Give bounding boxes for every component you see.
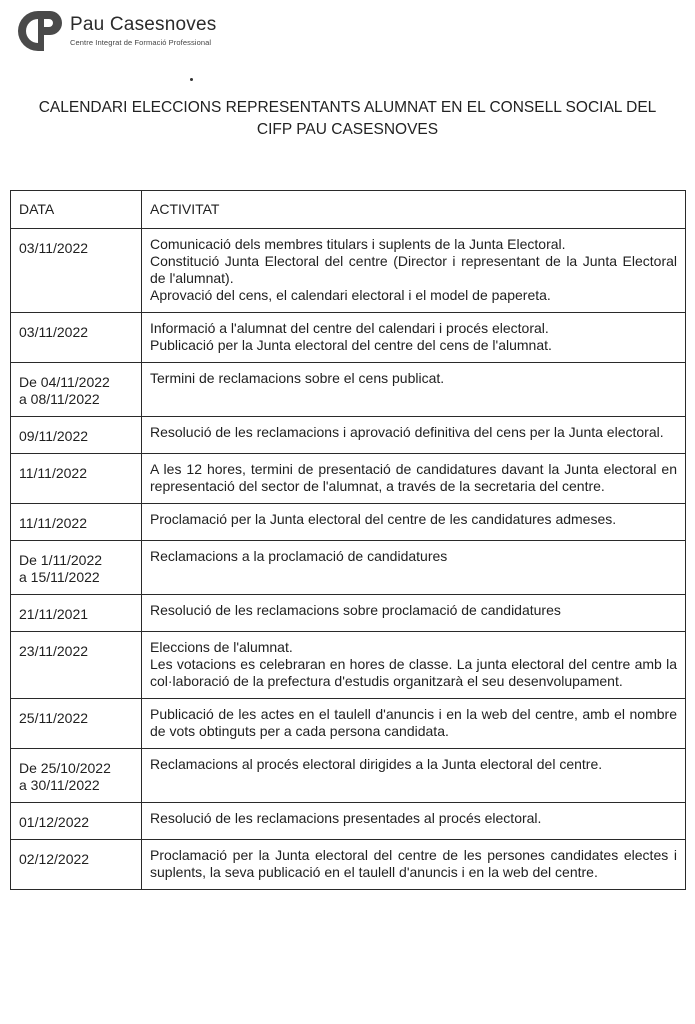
calendar-table	[10, 190, 686, 890]
activity-line: Reclamacions a la proclamació de candidatures	[150, 548, 448, 564]
date-line: 03/11/2022	[19, 240, 89, 256]
date-cell	[11, 313, 142, 363]
date-cell	[11, 803, 142, 840]
logo-mark-icon	[16, 9, 62, 53]
activity-cell	[142, 229, 686, 313]
table-row	[11, 417, 686, 454]
date-line: 01/12/2022	[19, 814, 90, 830]
date-line: 11/11/2022	[19, 465, 87, 481]
activity-line: Les votacions es celebraran en hores de classe. La junta electoral del centre amb la col·laboració de la prefectura d'estudis organitzarà el seu desenvolupament.	[150, 656, 677, 689]
date-line: a 15/11/2022	[19, 569, 100, 585]
date-line: 02/12/2022	[19, 851, 90, 867]
date-cell	[11, 541, 142, 595]
date-line: 21/11/2021	[19, 606, 89, 622]
activity-line: Publicació de les actes en el taulell d'anuncis i en la web del centre, amb el nombre de vots obtinguts per a cada persona candidata.	[150, 706, 677, 739]
date-cell	[11, 595, 142, 632]
activity-line: Informació a l'alumnat del centre del calendari i procés electoral.	[150, 320, 549, 336]
activity-cell	[142, 840, 686, 890]
date-line: De 04/11/2022	[19, 374, 110, 390]
table-row	[11, 454, 686, 504]
date-line: 09/11/2022	[19, 428, 89, 444]
activity-cell	[142, 454, 686, 504]
activity-cell	[142, 541, 686, 595]
activity-cell	[142, 417, 686, 454]
date-cell	[11, 454, 142, 504]
table-header-row	[11, 191, 686, 229]
school-logo	[16, 9, 216, 53]
activity-line: Termini de reclamacions sobre el cens publicat.	[150, 370, 445, 386]
activity-cell	[142, 504, 686, 541]
stray-dot	[190, 78, 193, 81]
date-line: a 30/11/2022	[19, 777, 100, 793]
table-row	[11, 803, 686, 840]
date-cell	[11, 363, 142, 417]
page-title	[10, 97, 685, 141]
activity-line: Proclamació per la Junta electoral del centre de les candidatures admeses.	[150, 511, 617, 527]
activity-cell	[142, 313, 686, 363]
date-line: 03/11/2022	[19, 324, 89, 340]
title-line-1: CALENDARI ELECCIONS REPRESENTANTS ALUMNAT EN EL CONSELL SOCIAL DEL	[38, 99, 657, 116]
table-row	[11, 840, 686, 890]
activity-line: Aprovació del cens, el calendari electoral i el model de papereta.	[150, 287, 551, 303]
activity-line: Comunicació dels membres titulars i suplents de la Junta Electoral.	[150, 236, 566, 252]
activity-line: Publicació per la Junta electoral del centre del cens de l'alumnat.	[150, 337, 552, 353]
logo-subtitle: Centre Integrat de Formació Professional	[70, 38, 212, 47]
date-line: 23/11/2022	[19, 643, 89, 659]
date-line: 11/11/2022	[19, 515, 87, 531]
activity-cell	[142, 363, 686, 417]
date-cell	[11, 632, 142, 699]
activity-cell	[142, 699, 686, 749]
title-line-2: CIFP PAU CASESNOVES	[256, 121, 439, 138]
date-line: De 25/10/2022	[19, 760, 111, 776]
date-cell	[11, 504, 142, 541]
date-cell	[11, 840, 142, 890]
date-cell	[11, 749, 142, 803]
table-row	[11, 504, 686, 541]
table-row	[11, 749, 686, 803]
table-row	[11, 313, 686, 363]
table-row	[11, 632, 686, 699]
activity-line: Resolució de les reclamacions sobre proclamació de candidatures	[150, 602, 561, 618]
table-row	[11, 229, 686, 313]
date-cell	[11, 229, 142, 313]
table-row	[11, 699, 686, 749]
header-activity: ACTIVITAT	[142, 191, 686, 229]
activity-cell	[142, 803, 686, 840]
activity-cell	[142, 595, 686, 632]
activity-line: A les 12 hores, termini de presentació de candidatures davant la Junta electoral en representació del sector de l'alumnat, a través de la secretaria del centre.	[150, 461, 677, 494]
activity-line: Proclamació per la Junta electoral del centre de les persones candidates electes i suplents, la seva publicació en el taulell d'anuncis i en la web del centre.	[150, 847, 677, 880]
activity-line: Reclamacions al procés electoral dirigides a la Junta electoral del centre.	[150, 756, 603, 772]
table-row	[11, 595, 686, 632]
date-cell	[11, 699, 142, 749]
activity-cell	[142, 749, 686, 803]
date-line: a 08/11/2022	[19, 391, 100, 407]
date-cell	[11, 417, 142, 454]
activity-line: Eleccions de l'alumnat.	[150, 639, 293, 655]
activity-cell	[142, 632, 686, 699]
table-row	[11, 363, 686, 417]
activity-line: Resolució de les reclamacions presentades al procés electoral.	[150, 810, 542, 826]
activity-line: Resolució de les reclamacions i aprovació definitiva del cens per la Junta electoral.	[150, 424, 664, 440]
date-line: De 1/11/2022	[19, 552, 103, 568]
activity-line: Constitució Junta Electoral del centre (Director i representant de la Junta Electoral de l'alumnat).	[150, 253, 677, 286]
date-line: 25/11/2022	[19, 710, 89, 726]
header-date: DATA	[11, 191, 142, 229]
table-row	[11, 541, 686, 595]
logo-name: Pau Casesnoves	[70, 14, 217, 35]
